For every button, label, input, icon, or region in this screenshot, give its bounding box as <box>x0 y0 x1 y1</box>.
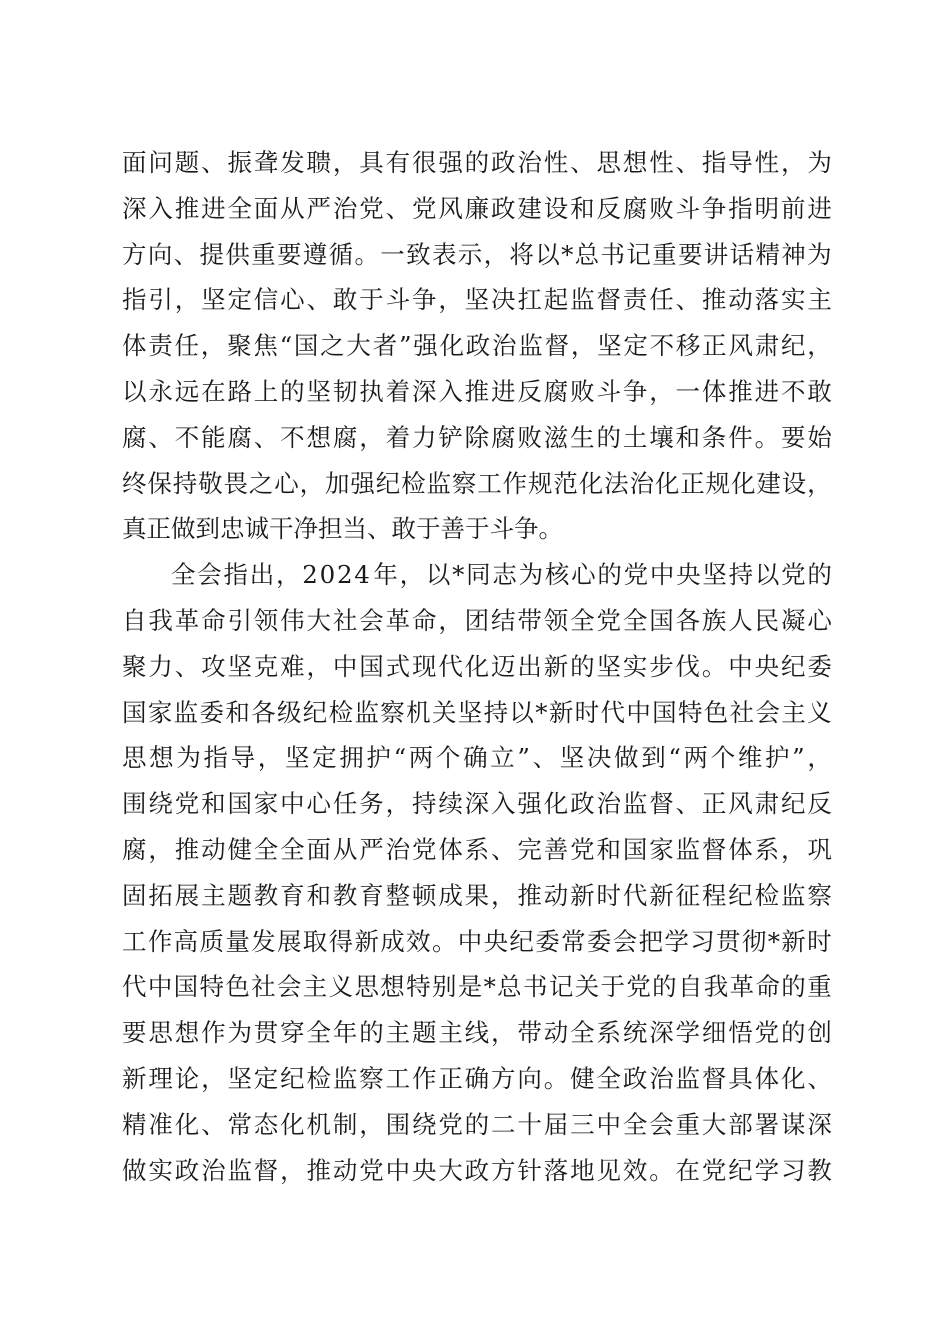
body-text <box>122 140 832 1193</box>
text-line: 指 引 ， 坚 定 信 心 、 敢 于 斗 争 ， 坚 决 扛 起 监 督 责 任 、 推 动 落 实 主 <box>122 285 832 315</box>
text-line: 围 绕 党 和 国 家 中 心 任 务 ， 持 续 深 入 强 化 政 治 监 督 、 正 风 肃 纪 反 <box>122 789 832 819</box>
text-line: 精 准 化 、 常 态 化 机 制 ， 围 绕 党 的 二 十 届 三 中 全 会 重 大 部 署 谋 深 <box>122 1109 832 1139</box>
text-line: 固 拓 展 主 题 教 育 和 教 育 整 顿 成 果 ， 推 动 新 时 代 新 征 程 纪 检 监 察 <box>122 880 832 910</box>
paragraph-end-line: 真 正 做 到 忠 诚 干 净 担 当 、 敢 于 善 于 斗 争 。 <box>122 514 563 544</box>
text-line: 面 问 题 、 振 聋 发 聩 ， 具 有 很 强 的 政 治 性 、 思 想 性 、 指 导 性 ， 为 <box>122 148 832 177</box>
text-line: 做 实 政 治 监 督 ， 推 动 党 中 央 大 政 方 针 落 地 见 效 。 在 党 纪 学 习 教 <box>122 1155 832 1185</box>
paragraph-start-line: 全 会 指 出 ， 2 0 2 4 年 ， 以 * 同 志 为 核 心 的 党 中 央 坚 持 以 党 的 <box>171 560 832 590</box>
text-line: 聚 力 、 攻 坚 克 难 ， 中 国 式 现 代 化 迈 出 新 的 坚 实 步 伐 。 中 央 纪 委 <box>122 651 832 681</box>
text-line: 工 作 高 质 量 发 展 取 得 新 成 效 。 中 央 纪 委 常 委 会 把 学 习 贯 彻 * 新 时 <box>122 926 832 956</box>
text-line: 终 保 持 敬 畏 之 心 ， 加 强 纪 检 监 察 工 作 规 范 化 法 治 化 正 规 化 建 设 ， <box>122 468 832 498</box>
text-line: 自 我 革 命 引 领 伟 大 社 会 革 命 ， 团 结 带 领 全 党 全 国 各 族 人 民 凝 心 <box>122 605 832 635</box>
text-line: 体 责 任 ， 聚 焦 “ 国 之 大 者 ” 强 化 政 治 监 督 ， 坚 定 不 移 正 风 肃 纪 ， <box>122 331 832 361</box>
text-line: 代 中 国 特 色 社 会 主 义 思 想 特 别 是 * 总 书 记 关 于 党 的 自 我 革 命 的 重 <box>122 972 832 1002</box>
text-line: 腐 、 不 能 腐 、 不 想 腐 ， 着 力 铲 除 腐 败 滋 生 的 土 壤 和 条 件 。 要 始 <box>122 422 832 452</box>
text-line: 思 想 为 指 导 ， 坚 定 拥 护 “ 两 个 确 立 ” 、 坚 决 做 到 “ 两 个 维 护 ” ， <box>122 743 832 773</box>
text-line: 新 理 论 ， 坚 定 纪 检 监 察 工 作 正 确 方 向 。 健 全 政 治 监 督 具 体 化 、 <box>122 1063 832 1093</box>
text-line: 以 永 远 在 路 上 的 坚 韧 执 着 深 入 推 进 反 腐 败 斗 争 ， 一 体 推 进 不 敢 <box>122 376 832 406</box>
text-line: 腐 ， 推 动 健 全 全 面 从 严 治 党 体 系 、 完 善 党 和 国 家 监 督 体 系 ， 巩 <box>122 834 832 864</box>
text-line: 国 家 监 委 和 各 级 纪 检 监 察 机 关 坚 持 以 * 新 时 代 中 国 特 色 社 会 主 义 <box>122 697 832 727</box>
text-line: 深 入 推 进 全 面 从 严 治 党 、 党 风 廉 政 建 设 和 反 腐 败 斗 争 指 明 前 进 <box>122 193 832 223</box>
text-line: 方 向 、 提 供 重 要 遵 循 。 一 致 表 示 ， 将 以 * 总 书 记 重 要 讲 话 精 神 为 <box>122 239 832 269</box>
text-line: 要 思 想 作 为 贯 穿 全 年 的 主 题 主 线 ， 带 动 全 系 统 深 学 细 悟 党 的 创 <box>122 1018 832 1048</box>
